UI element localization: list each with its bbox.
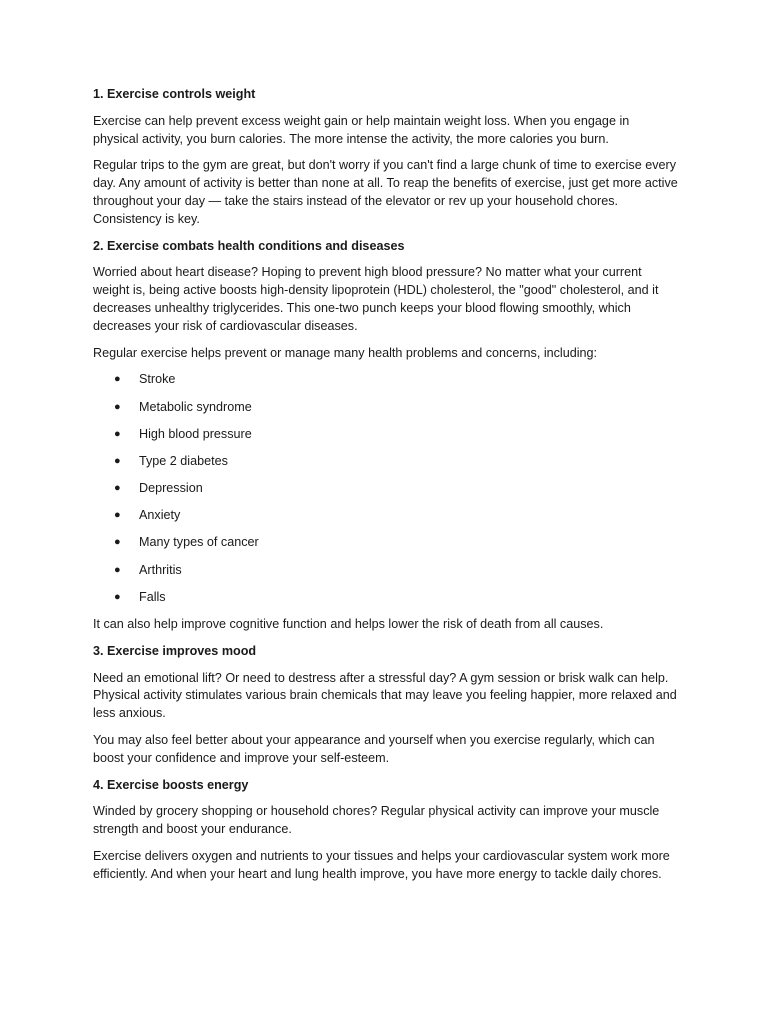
- list-item: [93, 371, 678, 389]
- section-exercise-controls-weight: [93, 86, 678, 229]
- section-heading: 4. Exercise boosts energy: [93, 777, 249, 792]
- paragraph: You may also feel better about your appearance and yourself when you exercise regularly, which can boost your confidence and improve your self-esteem.: [93, 733, 655, 765]
- paragraph: Worried about heart disease? Hoping to prevent high blood pressure? No matter what your current weight is, being active boosts high-density lipoprotein (HDL) cholesterol, the "good" cholesterol, and it decreases unhealthy triglycerides. This one-two punch keeps your blood flowing smoothly, which decreases your risk of cardiovascular diseases.: [93, 265, 659, 333]
- list-item: [93, 399, 678, 417]
- paragraph: Regular exercise helps prevent or manage many health problems and concerns, including:: [93, 345, 598, 360]
- section-exercise-boosts-energy: [93, 777, 678, 884]
- bullet-icon: ●: [114, 373, 121, 386]
- section-exercise-improves-mood: [93, 643, 678, 768]
- paragraph: Regular trips to the gym are great, but don't worry if you can't find a large chunk of time to exercise every day. Any amount of activity is better than none at all. To reap the benefits of exercise, just get more active throughout your day — take the stairs instead of the elevator or rev up your household chores. Consistency is key.: [93, 158, 678, 226]
- paragraph: Exercise can help prevent excess weight gain or help maintain weight loss. When you engage in physical activity, you burn calories. The more intense the activity, the more calories you burn.: [93, 113, 630, 146]
- bullet-icon: ●: [114, 563, 121, 576]
- section-heading: 3. Exercise improves mood: [93, 643, 257, 658]
- bullet-icon: ●: [114, 427, 121, 440]
- list-item-text: Type 2 diabetes: [139, 453, 228, 468]
- section-exercise-combats-diseases: [93, 238, 678, 634]
- list-item-text: Arthritis: [139, 562, 182, 577]
- list-item: [93, 480, 678, 498]
- paragraph: Winded by grocery shopping or household chores? Regular physical activity can improve your muscle strength and boost your endurance.: [93, 804, 660, 837]
- paragraph: It can also help improve cognitive function and helps lower the risk of death from all causes.: [93, 617, 604, 632]
- paragraph: Need an emotional lift? Or need to destress after a stressful day? A gym session or brisk walk can help. Physical activity stimulates various brain chemicals that may leave you feeling happier, more relaxed and less anxious.: [93, 670, 677, 721]
- list-item-text: Anxiety: [139, 508, 181, 523]
- list-item: [93, 562, 678, 580]
- bullet-icon: ●: [114, 482, 121, 495]
- paragraph: Exercise delivers oxygen and nutrients to your tissues and helps your cardiovascular system work more efficiently. And when your heart and lung health improve, you have more energy to tackle daily chores.: [93, 849, 670, 881]
- list-item: [93, 453, 678, 471]
- list-item: [93, 426, 678, 444]
- list-item-text: Metabolic syndrome: [139, 399, 252, 414]
- bullet-icon: ●: [114, 509, 121, 522]
- health-problems-list: [93, 371, 678, 606]
- list-item-text: Falls: [139, 589, 166, 604]
- list-item: [93, 534, 678, 552]
- bullet-icon: ●: [114, 536, 121, 549]
- list-item-text: Stroke: [139, 372, 176, 387]
- section-heading: 2. Exercise combats health conditions and diseases: [93, 238, 405, 253]
- list-item-text: Many types of cancer: [139, 535, 259, 550]
- list-item: [93, 589, 678, 607]
- list-item: [93, 507, 678, 525]
- bullet-icon: ●: [114, 590, 121, 603]
- list-item-text: Depression: [139, 481, 203, 496]
- section-heading: 1. Exercise controls weight: [93, 87, 256, 101]
- list-item-text: High blood pressure: [139, 426, 252, 441]
- bullet-icon: ●: [114, 454, 121, 467]
- bullet-icon: ●: [114, 400, 121, 413]
